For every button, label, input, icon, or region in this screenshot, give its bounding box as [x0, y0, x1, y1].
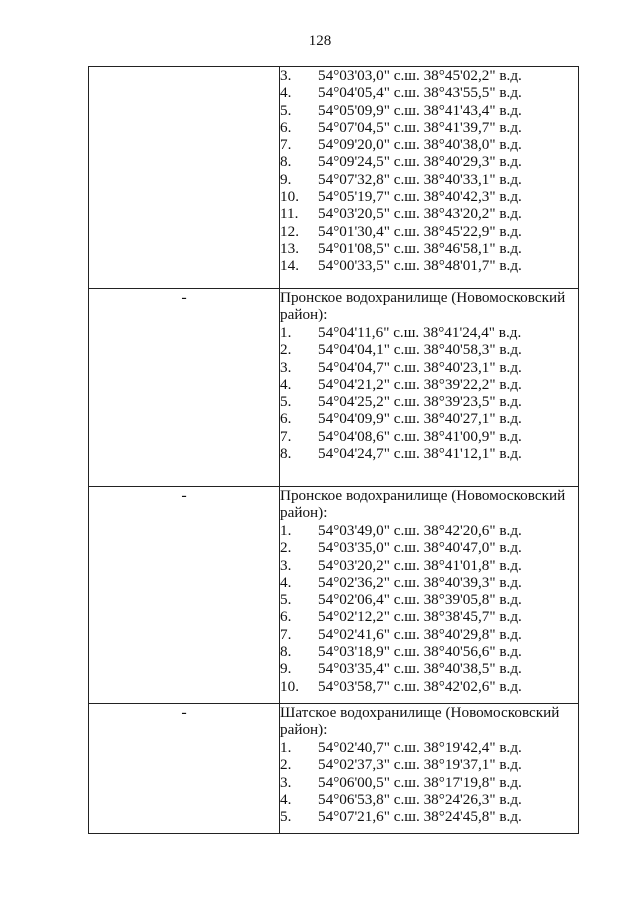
- point-number: 2.: [280, 539, 292, 557]
- coordinate-point: [280, 643, 578, 660]
- coordinate-point: [280, 574, 578, 591]
- coordinate-point: [280, 205, 578, 222]
- row-marker-cell: -: [89, 487, 280, 704]
- point-number: 12.: [280, 222, 299, 240]
- coordinate-point: [280, 808, 578, 825]
- coordinate-point: [280, 428, 578, 445]
- point-coordinates: 54°07'04,5" с.ш. 38°41'39,7" в.д.: [318, 118, 522, 136]
- point-coordinates: 54°00'33,5" с.ш. 38°48'01,7" в.д.: [318, 257, 522, 275]
- coordinates-cell: [280, 704, 579, 834]
- coordinate-point: [280, 359, 578, 376]
- point-number: 4.: [280, 790, 292, 808]
- point-number: 8.: [280, 445, 292, 463]
- coordinate-point: [280, 257, 578, 274]
- reservoir-name: Шатское водохранилище (Новомосковский район):: [280, 704, 560, 738]
- table-row: [89, 704, 579, 834]
- point-coordinates: 54°02'41,6" с.ш. 38°40'29,8" в.д.: [318, 625, 522, 643]
- coordinate-point: [280, 153, 578, 170]
- point-coordinates: 54°03'18,9" с.ш. 38°40'56,6" в.д.: [318, 643, 522, 661]
- point-number: 7.: [280, 136, 292, 154]
- coordinate-point: [280, 376, 578, 393]
- point-number: 6.: [280, 608, 292, 626]
- coordinate-point: [280, 660, 578, 677]
- coordinates-table: [88, 66, 579, 834]
- coordinate-point: [280, 739, 578, 756]
- point-coordinates: 54°02'40,7" с.ш. 38°19'42,4" в.д.: [318, 739, 522, 756]
- point-coordinates: 54°04'24,7" с.ш. 38°41'12,1" в.д.: [318, 445, 522, 463]
- point-coordinates: 54°04'11,6" с.ш. 38°41'24,4" в.д.: [318, 324, 522, 341]
- coordinate-point: [280, 678, 578, 695]
- point-coordinates: 54°03'20,2" с.ш. 38°41'01,8" в.д.: [318, 556, 522, 574]
- point-coordinates: 54°03'20,5" с.ш. 38°43'20,2" в.д.: [318, 205, 522, 223]
- coordinates-cell: [280, 289, 579, 487]
- table-row: [89, 67, 579, 289]
- point-coordinates: 54°03'03,0" с.ш. 38°45'02,2" в.д.: [318, 67, 522, 84]
- point-coordinates: 54°07'32,8" с.ш. 38°40'33,1" в.д.: [318, 170, 522, 188]
- coordinate-point: [280, 410, 578, 427]
- point-coordinates: 54°06'00,5" с.ш. 38°17'19,8" в.д.: [318, 773, 522, 791]
- point-number: 3.: [280, 358, 292, 376]
- point-coordinates: 54°07'21,6" с.ш. 38°24'45,8" в.д.: [318, 808, 522, 826]
- point-coordinates: 54°09'20,0" с.ш. 38°40'38,0" в.д.: [318, 136, 522, 154]
- coordinate-point: [280, 341, 578, 358]
- point-coordinates: 54°04'08,6" с.ш. 38°41'00,9" в.д.: [318, 427, 522, 445]
- point-coordinates: 54°04'21,2" с.ш. 38°39'22,2" в.д.: [318, 375, 522, 393]
- point-coordinates: 54°04'05,4" с.ш. 38°43'55,5" в.д.: [318, 84, 522, 102]
- point-number: 7.: [280, 427, 292, 445]
- point-coordinates: 54°03'35,0" с.ш. 38°40'47,0" в.д.: [318, 539, 522, 557]
- point-number: 3.: [280, 556, 292, 574]
- point-number: 5.: [280, 591, 292, 609]
- table-row: [89, 289, 579, 487]
- point-coordinates: 54°05'09,9" с.ш. 38°41'43,4" в.д.: [318, 101, 522, 119]
- coordinate-point: [280, 136, 578, 153]
- point-number: 1.: [280, 522, 292, 539]
- point-coordinates: 54°04'04,1" с.ш. 38°40'58,3" в.д.: [318, 341, 522, 359]
- point-coordinates: 54°02'12,2" с.ш. 38°38'45,7" в.д.: [318, 608, 522, 626]
- row-marker-cell: -: [89, 704, 280, 834]
- point-number: 10.: [280, 677, 299, 695]
- coordinate-point: [280, 223, 578, 240]
- point-number: 11.: [280, 205, 299, 223]
- coordinates-cell: [280, 487, 579, 704]
- coordinate-point: [280, 188, 578, 205]
- coordinate-point: [280, 67, 578, 84]
- point-number: 2.: [280, 756, 292, 774]
- coordinate-point: [280, 240, 578, 257]
- point-number: 9.: [280, 660, 292, 678]
- coordinate-point: [280, 557, 578, 574]
- coordinate-point: [280, 756, 578, 773]
- row-marker-cell: [89, 67, 280, 289]
- coordinate-point: [280, 522, 578, 539]
- coordinate-point: [280, 84, 578, 101]
- coordinate-point: [280, 102, 578, 119]
- point-number: 3.: [280, 67, 292, 84]
- coordinate-point: [280, 591, 578, 608]
- point-number: 5.: [280, 393, 292, 411]
- coordinate-point: [280, 445, 578, 462]
- point-coordinates: 54°03'35,4" с.ш. 38°40'38,5" в.д.: [318, 660, 522, 678]
- point-number: 3.: [280, 773, 292, 791]
- point-coordinates: 54°05'19,7" с.ш. 38°40'42,3" в.д.: [318, 188, 522, 206]
- point-number: 4.: [280, 84, 292, 102]
- point-number: 13.: [280, 239, 299, 257]
- point-number: 4.: [280, 573, 292, 591]
- reservoir-name: Пронское водохранилище (Новомосковский район):: [280, 487, 566, 521]
- coordinate-point: [280, 324, 578, 341]
- point-number: 1.: [280, 739, 292, 756]
- point-coordinates: 54°03'49,0" с.ш. 38°42'20,6" в.д.: [318, 522, 522, 539]
- point-coordinates: 54°04'04,7" с.ш. 38°40'23,1" в.д.: [318, 358, 522, 376]
- coordinate-point: [280, 119, 578, 136]
- coordinate-point: [280, 608, 578, 625]
- point-number: 14.: [280, 257, 299, 275]
- point-number: 2.: [280, 341, 292, 359]
- point-coordinates: 54°04'09,9" с.ш. 38°40'27,1" в.д.: [318, 410, 522, 428]
- point-coordinates: 54°01'30,4" с.ш. 38°45'22,9" в.д.: [318, 222, 522, 240]
- point-number: 5.: [280, 808, 292, 826]
- point-number: 8.: [280, 643, 292, 661]
- coordinate-point: [280, 626, 578, 643]
- coordinate-point: [280, 171, 578, 188]
- point-number: 8.: [280, 153, 292, 171]
- row-marker-cell: -: [89, 289, 280, 487]
- coordinate-point: [280, 393, 578, 410]
- point-coordinates: 54°06'53,8" с.ш. 38°24'26,3" в.д.: [318, 790, 522, 808]
- reservoir-name: Пронское водохранилище (Новомосковский район):: [280, 289, 566, 323]
- point-coordinates: 54°02'06,4" с.ш. 38°39'05,8" в.д.: [318, 591, 522, 609]
- page-number: 128: [308, 33, 332, 49]
- coordinate-point: [280, 791, 578, 808]
- point-coordinates: 54°01'08,5" с.ш. 38°46'58,1" в.д.: [318, 239, 522, 257]
- point-coordinates: 54°02'37,3" с.ш. 38°19'37,1" в.д.: [318, 756, 522, 774]
- point-number: 6.: [280, 410, 292, 428]
- table-row: [89, 487, 579, 704]
- point-coordinates: 54°09'24,5" с.ш. 38°40'29,3" в.д.: [318, 153, 522, 171]
- point-number: 7.: [280, 625, 292, 643]
- point-coordinates: 54°03'58,7" с.ш. 38°42'02,6" в.д.: [318, 677, 522, 695]
- point-number: 4.: [280, 375, 292, 393]
- point-number: 10.: [280, 188, 299, 206]
- coordinate-point: [280, 539, 578, 556]
- point-number: 1.: [280, 324, 292, 341]
- point-coordinates: 54°04'25,2" с.ш. 38°39'23,5" в.д.: [318, 393, 522, 411]
- coordinates-cell: [280, 67, 579, 289]
- coordinate-point: [280, 774, 578, 791]
- point-number: 9.: [280, 170, 292, 188]
- point-number: 6.: [280, 118, 292, 136]
- point-number: 5.: [280, 101, 292, 119]
- point-coordinates: 54°02'36,2" с.ш. 38°40'39,3" в.д.: [318, 573, 522, 591]
